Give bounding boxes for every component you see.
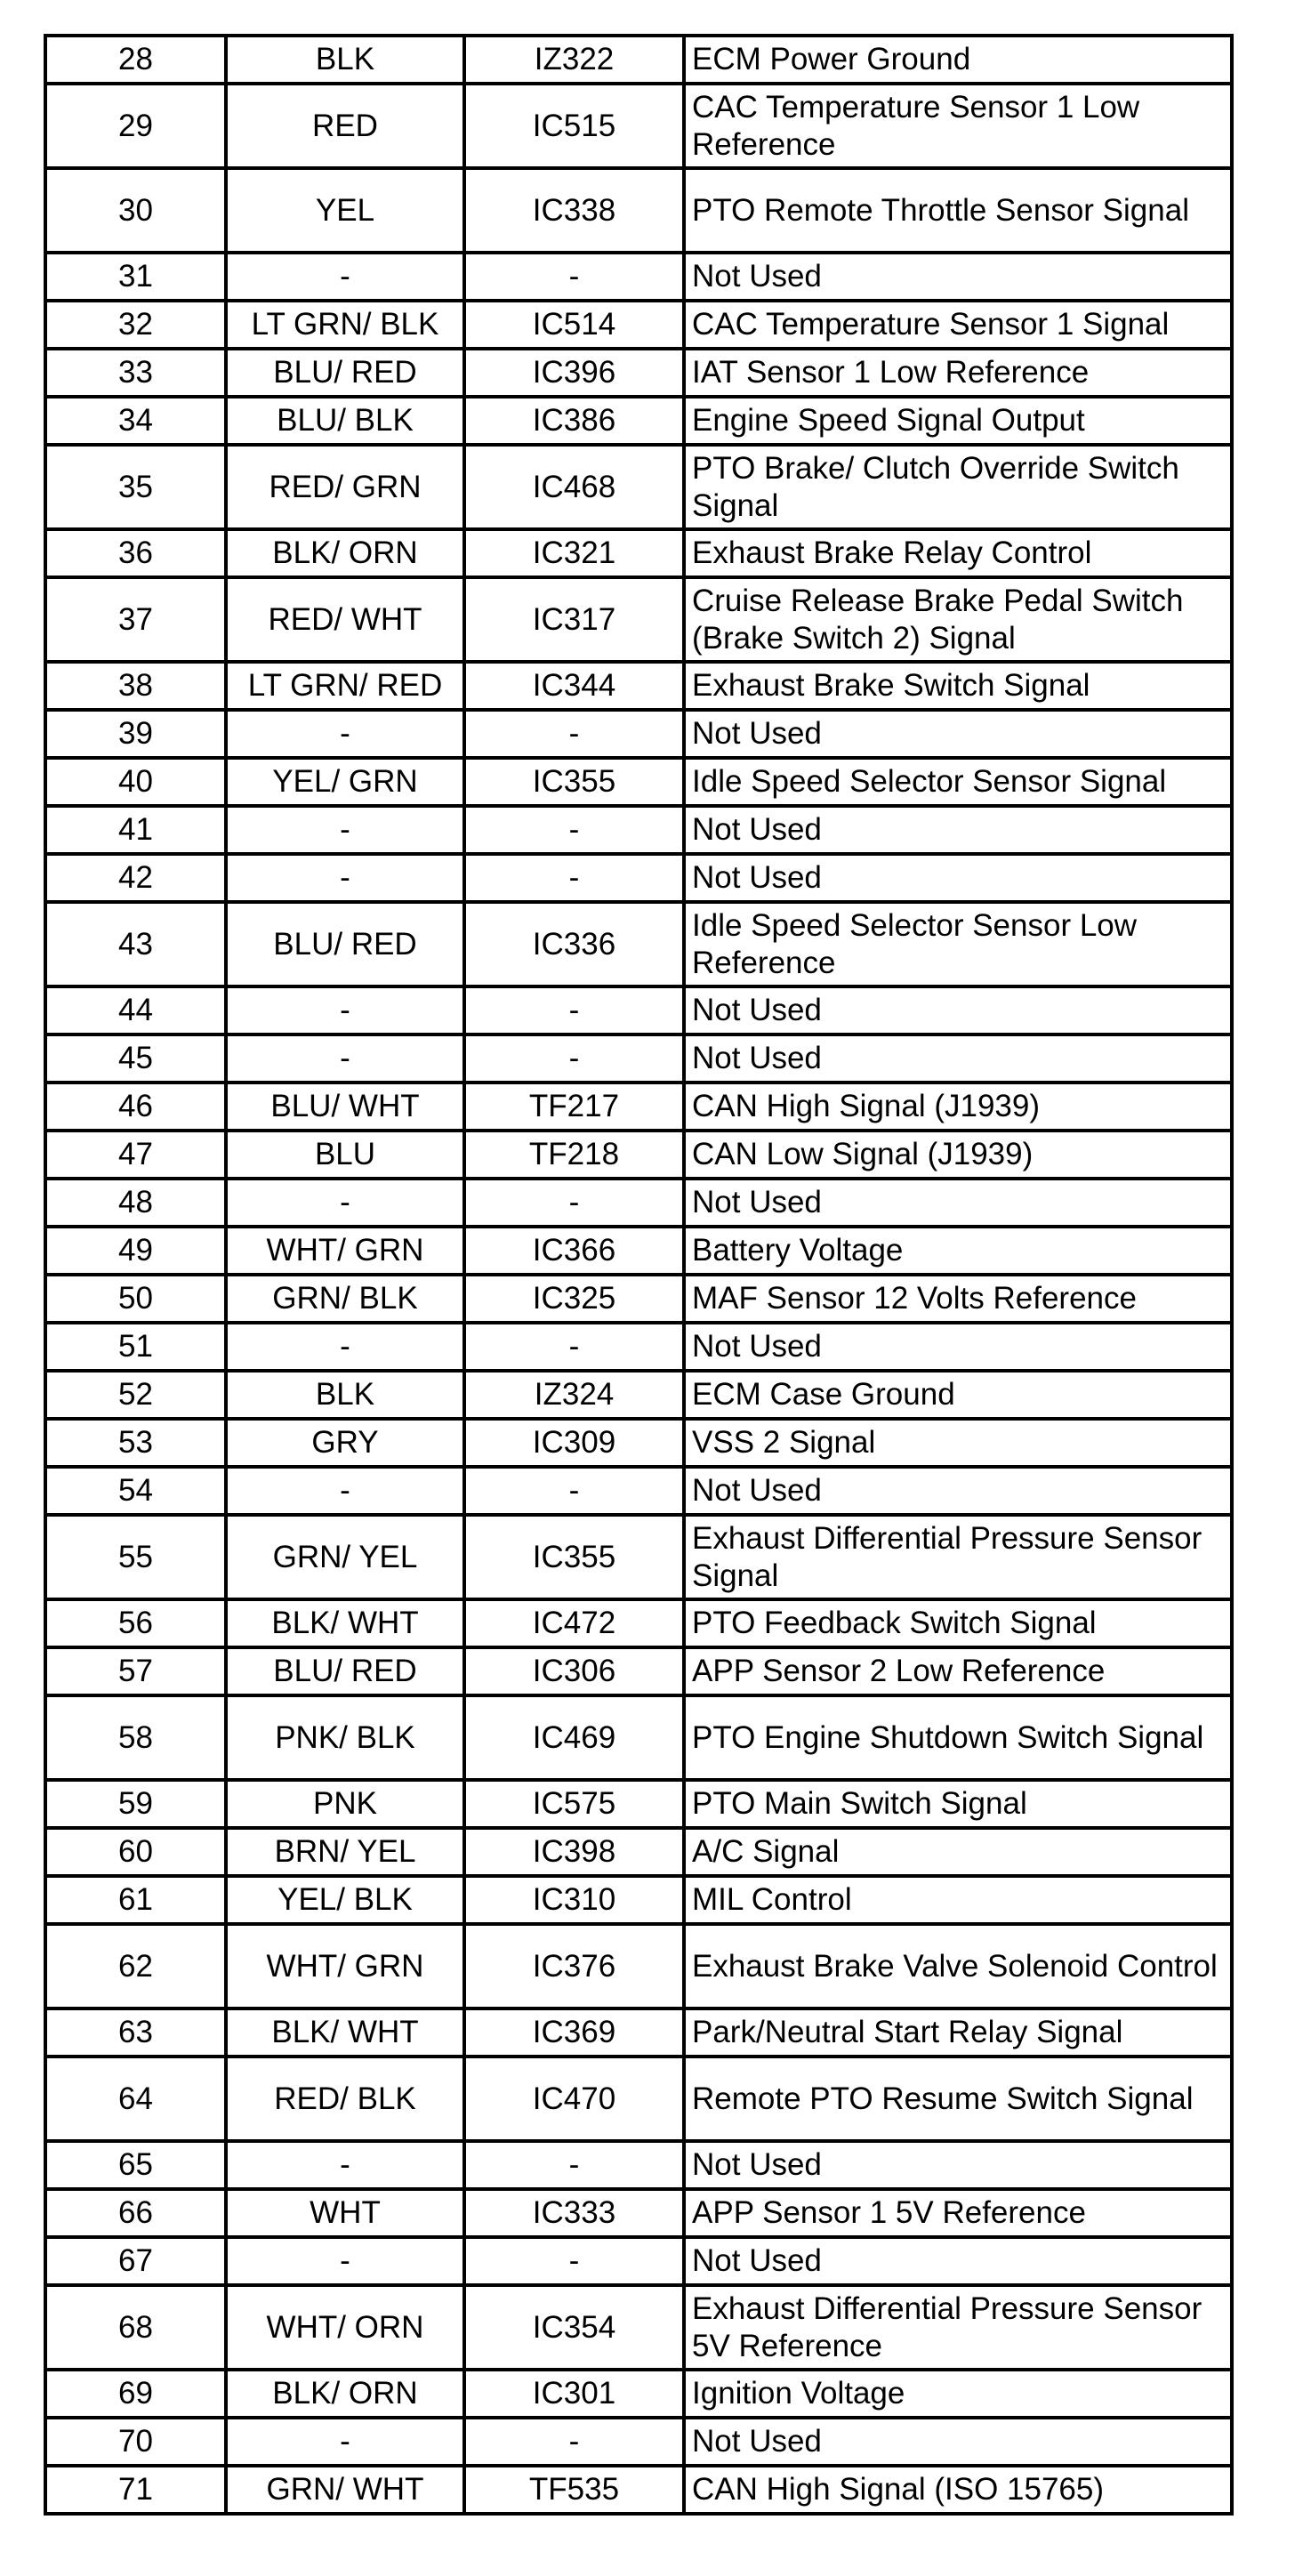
- circuit-number-cell: -: [464, 2237, 684, 2285]
- pin-function-cell: ECM Power Ground: [684, 36, 1232, 84]
- pin-function-cell: Not Used: [684, 806, 1232, 854]
- table-row: [45, 84, 1232, 168]
- pin-number-cell: 70: [45, 2418, 226, 2466]
- wire-color-cell: BLU/ WHT: [226, 1083, 464, 1131]
- circuit-number-cell: IZ324: [464, 1371, 684, 1419]
- table-row: [45, 1780, 1232, 1828]
- circuit-number-cell: IC376: [464, 1924, 684, 2008]
- wire-color-cell: GRY: [226, 1419, 464, 1467]
- wire-color-cell: WHT/ GRN: [226, 1924, 464, 2008]
- pin-number-cell: 69: [45, 2370, 226, 2418]
- table-row: [45, 168, 1232, 253]
- pin-number-cell: 64: [45, 2057, 226, 2141]
- wire-color-cell: BLU/ BLK: [226, 397, 464, 445]
- circuit-number-cell: IC355: [464, 1515, 684, 1599]
- wire-color-cell: PNK: [226, 1780, 464, 1828]
- pin-number-cell: 67: [45, 2237, 226, 2285]
- circuit-number-cell: TF535: [464, 2466, 684, 2514]
- table-row: [45, 1876, 1232, 1924]
- table-row: [45, 1275, 1232, 1323]
- wire-color-cell: BLU/ RED: [226, 902, 464, 986]
- pin-function-cell: PTO Brake/ Clutch Override Switch Signal: [684, 445, 1232, 529]
- circuit-number-cell: IC366: [464, 1227, 684, 1275]
- pin-function-cell: CAC Temperature Sensor 1 Low Reference: [684, 84, 1232, 168]
- wire-color-cell: WHT/ GRN: [226, 1227, 464, 1275]
- pin-number-cell: 46: [45, 1083, 226, 1131]
- pin-function-cell: CAN Low Signal (J1939): [684, 1131, 1232, 1179]
- table-row: [45, 1227, 1232, 1275]
- table-row: [45, 1467, 1232, 1515]
- wire-color-cell: -: [226, 1034, 464, 1083]
- table-row: [45, 1647, 1232, 1695]
- table-row: [45, 1083, 1232, 1131]
- pin-number-cell: 52: [45, 1371, 226, 1419]
- wire-color-cell: GRN/ BLK: [226, 1275, 464, 1323]
- table-row: [45, 529, 1232, 577]
- wire-color-cell: -: [226, 253, 464, 301]
- pin-function-cell: Exhaust Brake Switch Signal: [684, 662, 1232, 710]
- wire-color-cell: RED/ BLK: [226, 2057, 464, 2141]
- wire-color-cell: YEL/ BLK: [226, 1876, 464, 1924]
- pin-number-cell: 35: [45, 445, 226, 529]
- wire-color-cell: RED: [226, 84, 464, 168]
- table-row: [45, 758, 1232, 806]
- pin-function-cell: Park/Neutral Start Relay Signal: [684, 2008, 1232, 2057]
- table-row: [45, 854, 1232, 902]
- circuit-number-cell: IC355: [464, 758, 684, 806]
- pin-number-cell: 68: [45, 2285, 226, 2370]
- circuit-number-cell: -: [464, 710, 684, 758]
- wire-color-cell: BLK: [226, 1371, 464, 1419]
- pin-number-cell: 42: [45, 854, 226, 902]
- pin-number-cell: 33: [45, 349, 226, 397]
- pin-function-cell: APP Sensor 2 Low Reference: [684, 1647, 1232, 1695]
- table-row: [45, 445, 1232, 529]
- wire-color-cell: BLU/ RED: [226, 349, 464, 397]
- circuit-number-cell: IC344: [464, 662, 684, 710]
- wire-color-cell: -: [226, 2237, 464, 2285]
- circuit-number-cell: -: [464, 806, 684, 854]
- circuit-number-cell: -: [464, 986, 684, 1034]
- pin-function-cell: Not Used: [684, 2418, 1232, 2466]
- circuit-number-cell: IC338: [464, 168, 684, 253]
- wire-color-cell: BLK/ WHT: [226, 1599, 464, 1647]
- pin-function-cell: Exhaust Brake Relay Control: [684, 529, 1232, 577]
- circuit-number-cell: IC310: [464, 1876, 684, 1924]
- circuit-number-cell: IC309: [464, 1419, 684, 1467]
- pin-number-cell: 32: [45, 301, 226, 349]
- circuit-number-cell: -: [464, 1323, 684, 1371]
- circuit-number-cell: IC514: [464, 301, 684, 349]
- table-row: [45, 1924, 1232, 2008]
- pin-number-cell: 58: [45, 1695, 226, 1780]
- circuit-number-cell: IC575: [464, 1780, 684, 1828]
- circuit-number-cell: IC321: [464, 529, 684, 577]
- wire-color-cell: WHT: [226, 2189, 464, 2237]
- circuit-number-cell: IC515: [464, 84, 684, 168]
- table-row: [45, 1034, 1232, 1083]
- pin-function-cell: PTO Engine Shutdown Switch Signal: [684, 1695, 1232, 1780]
- wire-color-cell: BLK/ ORN: [226, 2370, 464, 2418]
- table-row: [45, 2370, 1232, 2418]
- pin-number-cell: 40: [45, 758, 226, 806]
- table-row: [45, 1179, 1232, 1227]
- circuit-number-cell: IC468: [464, 445, 684, 529]
- pin-number-cell: 71: [45, 2466, 226, 2514]
- circuit-number-cell: -: [464, 2141, 684, 2189]
- pin-function-cell: Idle Speed Selector Sensor Signal: [684, 758, 1232, 806]
- table-row: [45, 2141, 1232, 2189]
- pin-function-cell: Not Used: [684, 986, 1232, 1034]
- pin-number-cell: 49: [45, 1227, 226, 1275]
- pin-number-cell: 48: [45, 1179, 226, 1227]
- table-row: [45, 2418, 1232, 2466]
- pin-number-cell: 65: [45, 2141, 226, 2189]
- pin-number-cell: 50: [45, 1275, 226, 1323]
- pin-number-cell: 57: [45, 1647, 226, 1695]
- pin-number-cell: 38: [45, 662, 226, 710]
- pin-number-cell: 41: [45, 806, 226, 854]
- pin-function-cell: Engine Speed Signal Output: [684, 397, 1232, 445]
- table-row: [45, 1599, 1232, 1647]
- circuit-number-cell: IC317: [464, 577, 684, 662]
- table-row: [45, 397, 1232, 445]
- pin-function-cell: Not Used: [684, 2141, 1232, 2189]
- table-row: [45, 2189, 1232, 2237]
- pin-function-cell: Not Used: [684, 1034, 1232, 1083]
- wire-color-cell: -: [226, 1179, 464, 1227]
- wire-color-cell: YEL/ GRN: [226, 758, 464, 806]
- table-row: [45, 2057, 1232, 2141]
- circuit-number-cell: IC472: [464, 1599, 684, 1647]
- table-row: [45, 349, 1232, 397]
- pin-number-cell: 31: [45, 253, 226, 301]
- pin-function-cell: Exhaust Differential Pressure Sensor 5V Reference: [684, 2285, 1232, 2370]
- pin-number-cell: 44: [45, 986, 226, 1034]
- circuit-number-cell: IC325: [464, 1275, 684, 1323]
- circuit-number-cell: -: [464, 1034, 684, 1083]
- wire-color-cell: -: [226, 806, 464, 854]
- pin-function-cell: PTO Main Switch Signal: [684, 1780, 1232, 1828]
- pin-number-cell: 51: [45, 1323, 226, 1371]
- pin-function-cell: CAC Temperature Sensor 1 Signal: [684, 301, 1232, 349]
- circuit-number-cell: -: [464, 854, 684, 902]
- pin-function-cell: PTO Remote Throttle Sensor Signal: [684, 168, 1232, 253]
- connector-pinout-table: [44, 34, 1234, 2516]
- table-row: [45, 253, 1232, 301]
- wire-color-cell: WHT/ ORN: [226, 2285, 464, 2370]
- pin-function-cell: Not Used: [684, 1179, 1232, 1227]
- pin-function-cell: Ignition Voltage: [684, 2370, 1232, 2418]
- table-row: [45, 2237, 1232, 2285]
- table-row: [45, 1419, 1232, 1467]
- table-row: [45, 662, 1232, 710]
- table-row: [45, 2466, 1232, 2514]
- pin-number-cell: 29: [45, 84, 226, 168]
- wire-color-cell: -: [226, 854, 464, 902]
- pin-number-cell: 56: [45, 1599, 226, 1647]
- wire-color-cell: BLU: [226, 1131, 464, 1179]
- table-row: [45, 902, 1232, 986]
- pin-function-cell: PTO Feedback Switch Signal: [684, 1599, 1232, 1647]
- pin-number-cell: 66: [45, 2189, 226, 2237]
- wire-color-cell: -: [226, 986, 464, 1034]
- table-row: [45, 36, 1232, 84]
- pin-function-cell: Cruise Release Brake Pedal Switch (Brake Switch 2) Signal: [684, 577, 1232, 662]
- wire-color-cell: PNK/ BLK: [226, 1695, 464, 1780]
- pin-number-cell: 34: [45, 397, 226, 445]
- table-row: [45, 806, 1232, 854]
- wire-color-cell: LT GRN/ RED: [226, 662, 464, 710]
- wire-color-cell: GRN/ WHT: [226, 2466, 464, 2514]
- wire-color-cell: -: [226, 2141, 464, 2189]
- pin-function-cell: IAT Sensor 1 Low Reference: [684, 349, 1232, 397]
- pin-number-cell: 55: [45, 1515, 226, 1599]
- wire-color-cell: -: [226, 710, 464, 758]
- table-row: [45, 1828, 1232, 1876]
- table-row: [45, 1515, 1232, 1599]
- circuit-number-cell: IC470: [464, 2057, 684, 2141]
- pin-number-cell: 28: [45, 36, 226, 84]
- wire-color-cell: -: [226, 2418, 464, 2466]
- pin-number-cell: 37: [45, 577, 226, 662]
- circuit-number-cell: -: [464, 1467, 684, 1515]
- table-row: [45, 301, 1232, 349]
- wire-color-cell: BRN/ YEL: [226, 1828, 464, 1876]
- pin-function-cell: Exhaust Brake Valve Solenoid Control: [684, 1924, 1232, 2008]
- table-row: [45, 2285, 1232, 2370]
- pin-function-cell: MIL Control: [684, 1876, 1232, 1924]
- pin-function-cell: Not Used: [684, 253, 1232, 301]
- pin-number-cell: 36: [45, 529, 226, 577]
- pin-number-cell: 63: [45, 2008, 226, 2057]
- pin-function-cell: Exhaust Differential Pressure Sensor Signal: [684, 1515, 1232, 1599]
- circuit-number-cell: IC386: [464, 397, 684, 445]
- pin-number-cell: 43: [45, 902, 226, 986]
- circuit-number-cell: TF218: [464, 1131, 684, 1179]
- table-row: [45, 1695, 1232, 1780]
- pin-number-cell: 45: [45, 1034, 226, 1083]
- pin-function-cell: Not Used: [684, 1467, 1232, 1515]
- table-row: [45, 577, 1232, 662]
- pin-function-cell: CAN High Signal (ISO 15765): [684, 2466, 1232, 2514]
- circuit-number-cell: IC336: [464, 902, 684, 986]
- pin-function-cell: Not Used: [684, 710, 1232, 758]
- wire-color-cell: BLK/ WHT: [226, 2008, 464, 2057]
- pin-function-cell: Not Used: [684, 2237, 1232, 2285]
- pin-number-cell: 60: [45, 1828, 226, 1876]
- pin-function-cell: Battery Voltage: [684, 1227, 1232, 1275]
- circuit-number-cell: -: [464, 1179, 684, 1227]
- pin-function-cell: Not Used: [684, 1323, 1232, 1371]
- table-row: [45, 710, 1232, 758]
- wire-color-cell: RED/ WHT: [226, 577, 464, 662]
- pin-function-cell: Remote PTO Resume Switch Signal: [684, 2057, 1232, 2141]
- wire-color-cell: BLK/ ORN: [226, 529, 464, 577]
- table-row: [45, 2008, 1232, 2057]
- circuit-number-cell: IC306: [464, 1647, 684, 1695]
- wire-color-cell: -: [226, 1323, 464, 1371]
- circuit-number-cell: TF217: [464, 1083, 684, 1131]
- pin-number-cell: 61: [45, 1876, 226, 1924]
- circuit-number-cell: IC301: [464, 2370, 684, 2418]
- circuit-number-cell: IC333: [464, 2189, 684, 2237]
- pin-number-cell: 47: [45, 1131, 226, 1179]
- table-row: [45, 1371, 1232, 1419]
- pin-number-cell: 39: [45, 710, 226, 758]
- circuit-number-cell: -: [464, 253, 684, 301]
- pinout-table-body: [45, 36, 1232, 2514]
- wire-color-cell: -: [226, 1467, 464, 1515]
- pin-function-cell: MAF Sensor 12 Volts Reference: [684, 1275, 1232, 1323]
- circuit-number-cell: IC354: [464, 2285, 684, 2370]
- wire-color-cell: BLU/ RED: [226, 1647, 464, 1695]
- wire-color-cell: YEL: [226, 168, 464, 253]
- table-row: [45, 986, 1232, 1034]
- circuit-number-cell: IZ322: [464, 36, 684, 84]
- pin-function-cell: A/C Signal: [684, 1828, 1232, 1876]
- pin-number-cell: 59: [45, 1780, 226, 1828]
- wire-color-cell: BLK: [226, 36, 464, 84]
- circuit-number-cell: -: [464, 2418, 684, 2466]
- wire-color-cell: GRN/ YEL: [226, 1515, 464, 1599]
- pin-number-cell: 53: [45, 1419, 226, 1467]
- pin-number-cell: 30: [45, 168, 226, 253]
- circuit-number-cell: IC398: [464, 1828, 684, 1876]
- pin-number-cell: 62: [45, 1924, 226, 2008]
- pin-number-cell: 54: [45, 1467, 226, 1515]
- wire-color-cell: RED/ GRN: [226, 445, 464, 529]
- table-row: [45, 1323, 1232, 1371]
- circuit-number-cell: IC469: [464, 1695, 684, 1780]
- pin-function-cell: CAN High Signal (J1939): [684, 1083, 1232, 1131]
- circuit-number-cell: IC369: [464, 2008, 684, 2057]
- table-row: [45, 1131, 1232, 1179]
- circuit-number-cell: IC396: [464, 349, 684, 397]
- pin-function-cell: ECM Case Ground: [684, 1371, 1232, 1419]
- pin-function-cell: VSS 2 Signal: [684, 1419, 1232, 1467]
- pin-function-cell: Idle Speed Selector Sensor Low Reference: [684, 902, 1232, 986]
- pin-function-cell: APP Sensor 1 5V Reference: [684, 2189, 1232, 2237]
- pin-function-cell: Not Used: [684, 854, 1232, 902]
- wire-color-cell: LT GRN/ BLK: [226, 301, 464, 349]
